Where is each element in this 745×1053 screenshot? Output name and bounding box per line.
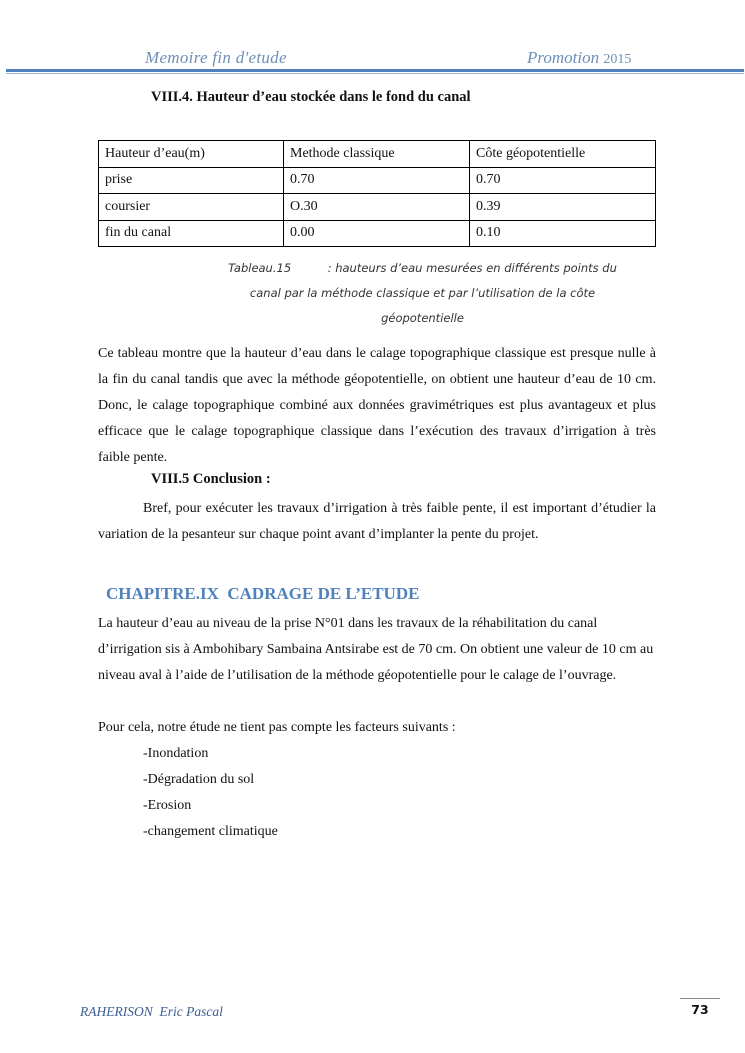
table-row	[99, 194, 656, 221]
table-caption-line2: canal par la méthode classique et par l’utilisation de la côte	[249, 286, 596, 300]
table-cell: O.30	[284, 194, 470, 221]
table-cell: 0.70	[470, 167, 656, 194]
page-number-rule	[680, 998, 720, 999]
table-row	[99, 167, 656, 194]
header-promotion-label: Promotion	[527, 48, 600, 67]
table-caption-line3: géopotentielle	[381, 311, 464, 325]
table-cell: coursier	[99, 194, 284, 221]
chapter-paragraph: La hauteur d’eau au niveau de la prise N°01 dans les travaux de la réhabilitation du canal d’irrigation sis à Ambohibary Sambaina Antsirabe est de 70 cm. On obtient une valeur de 10 cm au niveau aval à l’aide de l’utilisation de la méthode géopotentielle pour le calage de l’ouvrage.	[98, 616, 654, 683]
table-row	[99, 220, 656, 247]
footer-author: RAHERISON Eric Pascal	[80, 1004, 223, 1019]
conclusion-title: VIII.5 Conclusion :	[151, 471, 271, 487]
conclusion-paragraph: Bref, pour exécuter les travaux d’irrigation à très faible pente, il est important d’étudier la variation de la pesanteur sur chaque point avant d’implanter la pente du projet.	[98, 501, 656, 542]
table-header-cell: Methode classique	[284, 141, 470, 168]
table-caption-line1: Tableau.15 : hauteurs d’eau mesurées en différents points du	[228, 261, 617, 275]
table-header-row	[99, 141, 656, 168]
table-header-cell: Côte géopotentielle	[470, 141, 656, 168]
page-number: 73	[691, 1002, 709, 1017]
water-height-table	[98, 140, 656, 247]
section-title: VIII.4. Hauteur d’eau stockée dans le fond du canal	[151, 89, 471, 105]
header-promotion	[527, 48, 631, 68]
chapter-title: CHAPITRE.IX CADRAGE DE L’ETUDE	[106, 584, 420, 603]
header-rule	[6, 69, 744, 72]
table-cell: prise	[99, 167, 284, 194]
table-cell: 0.39	[470, 194, 656, 221]
header-memoire-title: Memoire fin d'etude	[145, 48, 287, 67]
table-cell: 0.00	[284, 220, 470, 247]
table-header-cell: Hauteur d’eau(m)	[99, 141, 284, 168]
list-item: -Dégradation du sol	[143, 772, 255, 787]
header-promotion-year: 2015	[603, 52, 632, 67]
body-paragraph: Ce tableau montre que la hauteur d’eau dans le calage topographique classique est presque nulle à la fin du canal tandis que avec la méthode géopotentielle, on obtient une hauteur d’eau de 10 cm. Donc, le calage topographique combiné aux données gravimétriques est plus avantageux et plus efficace que le calage topographique classique dans l’exécution des travaux d’irrigation à très faible pente.	[98, 346, 656, 465]
table-cell: fin du canal	[99, 220, 284, 247]
list-item: -Inondation	[143, 746, 209, 761]
factor-list	[143, 741, 278, 845]
list-item: -Erosion	[143, 798, 192, 813]
table-cell: 0.10	[470, 220, 656, 247]
header-rule-thin	[6, 73, 744, 74]
chapter-intro: Pour cela, notre étude ne tient pas compte les facteurs suivants :	[98, 720, 456, 735]
list-item: -changement climatique	[143, 824, 278, 839]
table-cell: 0.70	[284, 167, 470, 194]
